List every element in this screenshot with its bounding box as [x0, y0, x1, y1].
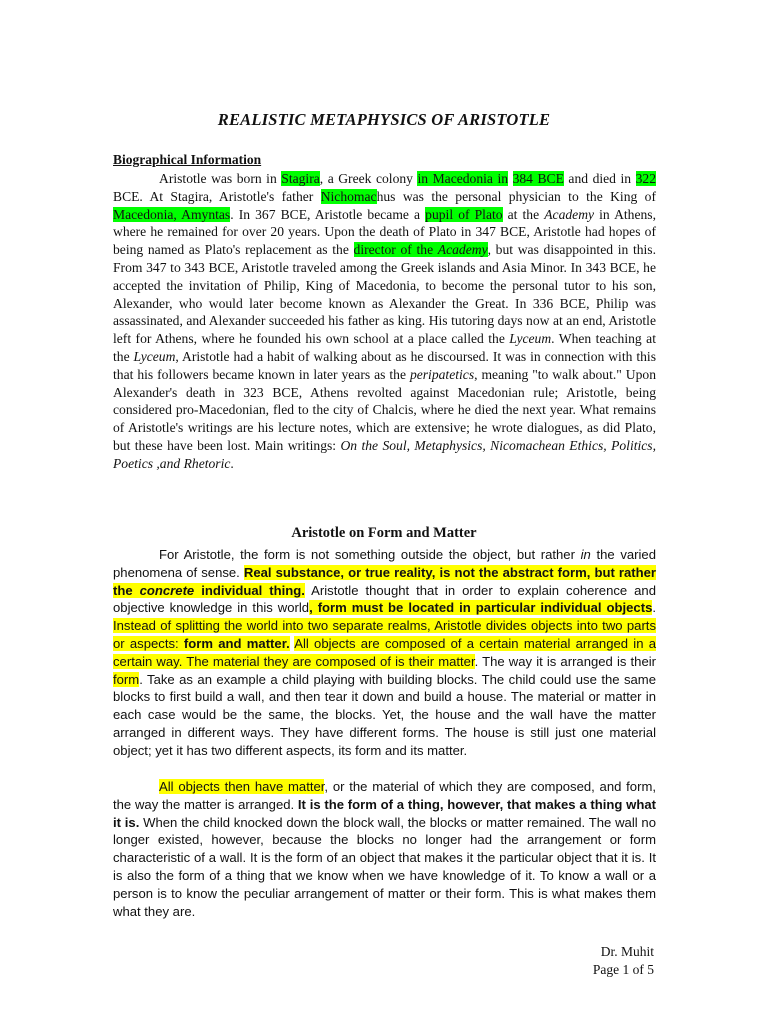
text-run: . In 367 BCE, Aristotle became a	[230, 206, 426, 222]
paragraph-form-matter-2	[113, 778, 656, 920]
highlighted-text: Macedonia, Amyntas	[113, 206, 231, 222]
highlighted-text: form and matter.	[183, 635, 290, 651]
text-run: , or the material of which they are composed, and form, the way the matter is arranged.	[113, 779, 656, 812]
text-run: Lyceum	[509, 331, 552, 347]
paragraph-body	[113, 547, 656, 758]
highlighted-text: 384 BCE	[512, 171, 564, 186]
highlighted-text: Real substance, or true reality, is not the abstract form, but rather the	[113, 564, 656, 598]
text-run: in	[580, 547, 591, 562]
text-run: , Aristotle had a habit of walking about as he discoursed. It was in connection with this that his followers became known in later years as the	[113, 348, 656, 382]
text-run: For Aristotle, the form is not something outside the object, but rather	[159, 547, 581, 562]
paragraph-biography	[113, 170, 656, 473]
text-run: in Athens, where he remained for over 20 years. Upon the death of Plato in 347 BCE, Aristotle had hopes of being named as Plato's replacement as the	[113, 206, 656, 258]
section-heading-biographical: Biographical Information	[113, 152, 262, 167]
highlighted-text: pupil of Plato	[425, 206, 503, 222]
footer-page-number: Page 1 of 5	[592, 962, 654, 977]
text-run: the varied phenomena of sense.	[113, 547, 656, 580]
highlighted-text: All objects then have matter	[159, 779, 325, 794]
document-title: REALISTIC METAPHYSICS OF ARISTOTLE	[217, 110, 551, 129]
text-run: hus was the personal physician to the King of	[376, 188, 656, 204]
paragraph-body	[113, 171, 656, 471]
text-run: . When teaching at the	[113, 331, 656, 364]
text-run: When the child knocked down the block wall, the blocks or matter remained. The wall no longer existed, however, because the blocks no longer had the arrangement or form characteristic of a wall. It is the form of an object that makes it the particular object that it is. It is also the form of a thing that we know when we have knowledge of it. To know a wall or a person is to know the peculiar arrangement of matter or their form. This is what makes them what they are.	[113, 814, 656, 919]
text-run: and died in	[563, 171, 636, 186]
highlighted-text: 322	[635, 171, 656, 186]
highlighted-text: Academy	[437, 242, 488, 258]
text-run	[508, 171, 513, 186]
text-run: at the	[502, 206, 545, 222]
text-run: Lyceum	[133, 348, 176, 364]
highlighted-text: Nichomac	[320, 188, 377, 204]
text-run: Aristotle was born in	[159, 171, 282, 186]
paragraph-form-matter-1	[113, 546, 656, 760]
text-run: , but was disappointed in this. From 347 to 343 BCE, Aristotle traveled among the Greek islands and Asia Minor. In 343 BCE, he accepted the invitation of Philip, King of Macedonia, to become the personal tutor to his son, Alexander, who would later become known as Alexander the Great. In 336 BCE, Philip was assassinated, and Alexander succeeded his father as king. His tutoring days now at an end, Aristotle left for Athens, where he founded his own school at a place called the	[113, 242, 656, 347]
highlighted-text: , form must be located in particular individual objects	[309, 600, 653, 616]
highlighted-text: Instead of splitting the world into two separate realms, Aristotle divides objects into two parts or aspects:	[113, 618, 656, 651]
highlighted-text: individual thing.	[194, 582, 305, 598]
highlighted-text: of is their matter	[380, 653, 475, 669]
text-run: .	[652, 600, 656, 616]
text-run: It is the form of a thing, however, that makes a thing what it is.	[113, 796, 656, 830]
text-run: Aristotle thought that in order to explain coherence and objective knowledge in this world	[113, 582, 656, 616]
text-run: .	[230, 455, 234, 471]
text-run: BCE. At Stagira, Aristotle's father	[113, 188, 321, 204]
page-footer	[593, 943, 654, 979]
highlighted-text: form	[113, 671, 140, 687]
highlighted-text: director of the	[353, 242, 438, 258]
text-run: On the Soul, Metaphysics, Nicomachean Ethics, Politics, Poetics ,and Rhetoric	[113, 437, 657, 471]
text-run: , meaning "to walk about." Upon Alexander's death in 323 BCE, Athens revolted against Macedonian rule; Aristotle, being considered pro-Macedonian, fled to the city of Chalcis, where he died the next year. What remains of Aristotle's writings are his lecture notes, which are extensive; he wrote dialogues, as did Plato, but these have been lost. Main writings:	[113, 366, 656, 453]
paragraph-body	[113, 779, 656, 919]
highlighted-text: All objects are composed of a certain material arranged in a certain way. The material they are composed	[113, 635, 657, 669]
highlighted-text: in Macedonia in	[417, 171, 509, 186]
section-heading-form-matter: Aristotle on Form and Matter	[291, 525, 477, 541]
text-run: . The way it is arranged is their	[474, 653, 656, 669]
text-run: , a Greek colony	[319, 171, 418, 186]
text-run: . Take as an example a child playing with building blocks. The child could use the same blocks to first build a wall, and then tear it down and build a house. The material or matter in each case would be the same, the blocks. Yet, the house and the wall have the matter arranged in different ways. They have different forms. The house is still just one material object; yet it has two different aspects, its form and its matter.	[113, 671, 656, 758]
text-run: peripatetics	[409, 366, 475, 382]
text-run: Academy	[544, 206, 595, 222]
highlighted-text: Stagira	[281, 171, 320, 186]
footer-author: Dr. Muhit	[600, 944, 654, 959]
highlighted-text: concrete	[139, 582, 195, 598]
